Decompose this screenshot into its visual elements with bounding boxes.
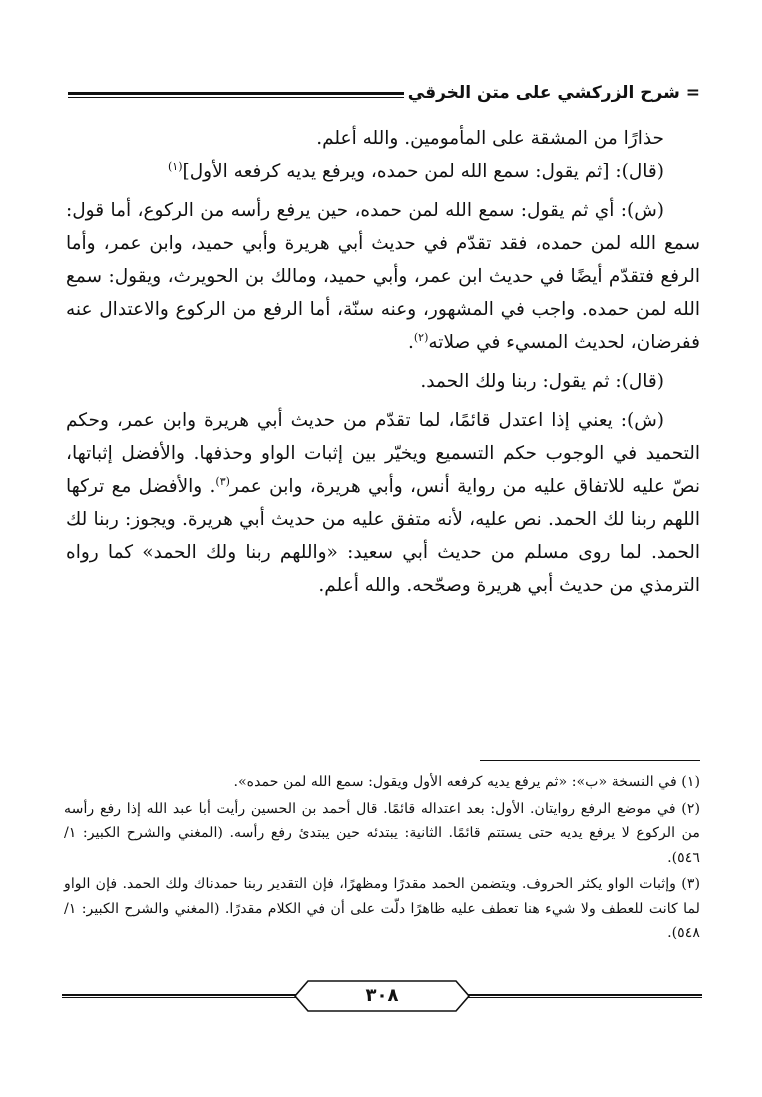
header-double-rule [68, 92, 404, 98]
paragraph-3 [66, 194, 700, 359]
footnote-ref-2: (٢) [413, 330, 429, 344]
footnote-3 [64, 872, 700, 946]
paragraph-5 [66, 404, 700, 602]
footnote-3-text-b: فإن الواو لما كانت للعطف ولا شيء هنا تعطف عليه ظاهرًا دلّت على أن في الكلام مقدرًا. (المغني والشرح الكبير: ١/ ٥٤٨). [64, 876, 700, 941]
footnote-2-text-a: (٢) في موضع الرفع روايتان. الأول: بعد اعتداله قائمًا. قال أحمد بن الحسين رأيت أبا عبد الله إذا رفع [99, 800, 701, 817]
footer-rule-left [62, 994, 300, 998]
footnote-separator [480, 760, 700, 761]
paragraph-3-text: (ش): أي ثم يقول: سمع الله لمن حمده، حين يرفع رأسه من الركوع، أما قول: سمع الله لمن حمده، فقد تقدّم في حديث أبي هريرة وأبي حميد، وابن عمر، وأما الرفع فتقدّم أيضًا في حديث ابن عمر، وأبي حميد، ومالك بن الحويرث، ويقول: سمع الله لمن حمده. واجب في المشهور، وعنه سنّة، أما الرفع من الركوع والاعتدال عنه ففرضان، لحديث المسيء في صلاته [66, 200, 700, 353]
header-title [408, 82, 700, 104]
paragraph-2-text: (قال): [ثم يقول: سمع الله لمن حمده، ويرفع يديه كرفعه الأول] [182, 161, 664, 182]
running-header [68, 82, 700, 106]
header-title-dash: = [679, 83, 700, 103]
footer-rule-right [464, 994, 702, 998]
page-number: ٣٠٨ [365, 985, 399, 1006]
footnote-2 [64, 797, 700, 871]
page-number-frame [294, 980, 470, 1012]
paragraph-2 [66, 155, 700, 188]
footnote-ref-1: (١) [167, 159, 183, 173]
footnote-3-text-a: (٣) وإثبات الواو يكثر الحروف. ويتضمن الحمد مقدرًا ومظهرًا، فإن التقدير ربنا حمدناك ولك الحمد. [122, 876, 700, 892]
footnote-ref-3: (٣) [215, 474, 230, 488]
paragraph-3-end: . [407, 332, 414, 353]
header-title-text: شرح الزركشي على متن الخرقي [407, 83, 680, 103]
paragraph-4-text: (قال): ثم يقول: ربنا ولك الحمد. [420, 371, 664, 392]
paragraph-5-text-a: (ش): يعني إذا اعتدل قائمًا، لما تقدّم من حديث أبي هريرة وابن عمر، وحكم التحميد في الوجوب حكم التسميع ويخيّر بين إثبات الواو وحذفها. والأفضل إثباتها، نصّ عليه للاتفاق عليه من رواية أنس، وأبي هريرة، وابن عمر [66, 410, 700, 497]
paragraph-5-text-b: . والأفضل مع تركها اللهم ربنا لك الحمد. نص عليه، لأنه متفق عليه من حديث أبي هريرة. ويجوز: ربنا لك الحمد. لما روى مسلم من حديث أبي سعيد: «واللهم ربنا ولك الحمد» كما رواه الترمذي من حديث أبي هريرة وصحّحه. والله أعلم. [66, 476, 700, 596]
footnote-1 [64, 770, 700, 795]
page-footer [62, 980, 702, 1014]
footnote-2-text-b: رأسه من الركوع لا يرفع يديه حتى يستتم قائمًا. الثانية: يبتدئه حين يبتدئ رفع رأسه. (المغني والشرح الكبير: ١/ ٥٤٦). [64, 800, 700, 866]
paragraph-1-text: حذارًا من المشقة على المأمومين. والله أعلم. [316, 128, 664, 149]
footnote-1-text: (١) في النسخة «ب»: «ثم يرفع يديه كرفعه الأول ويقول: سمع الله لمن حمده». [233, 774, 700, 790]
footnotes [64, 770, 700, 948]
paragraph-1 [66, 122, 700, 155]
paragraph-4 [66, 365, 700, 398]
main-text [66, 122, 700, 602]
